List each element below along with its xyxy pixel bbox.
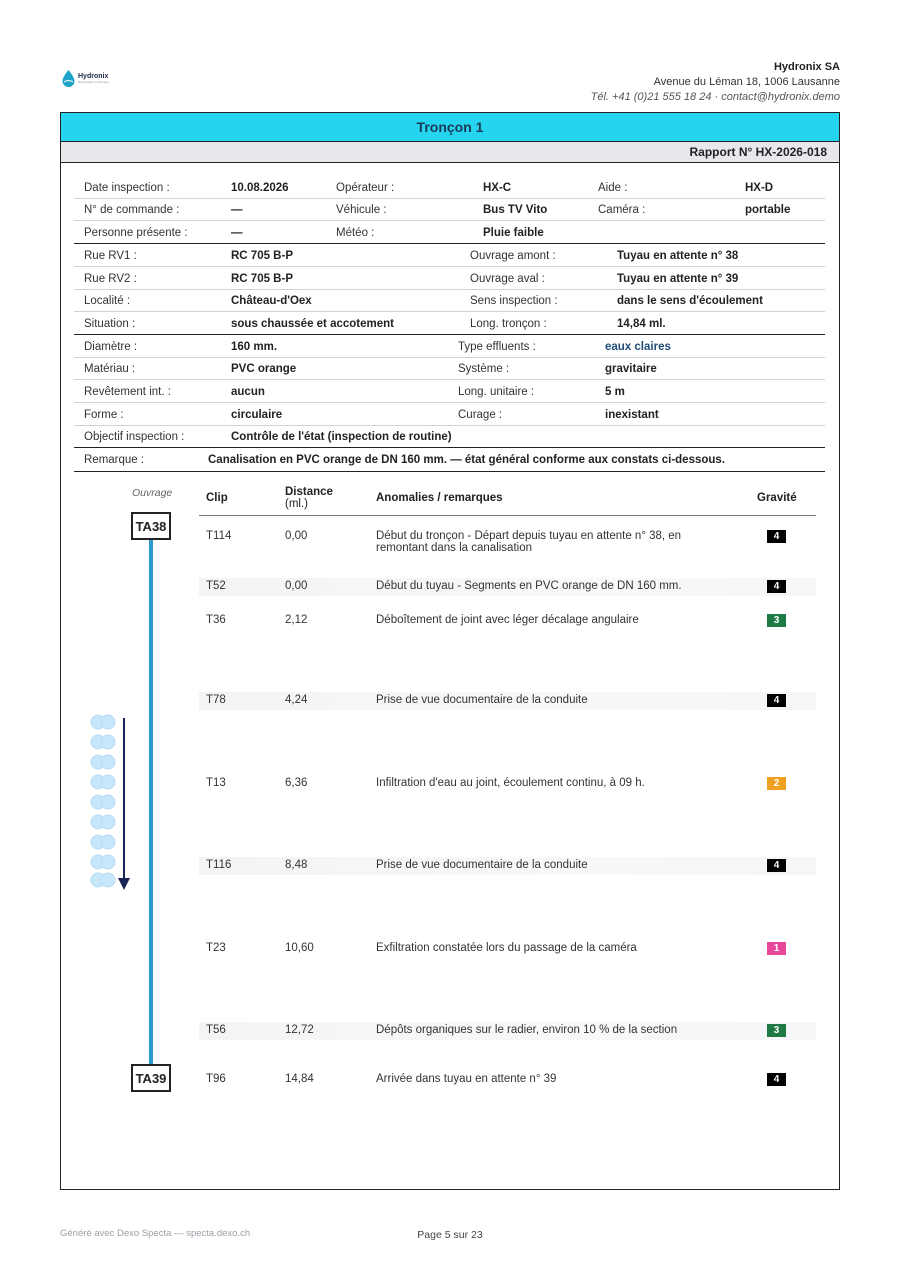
info-row	[74, 404, 825, 426]
info-value: Château-d'Oex	[231, 295, 312, 307]
info-label: Type effluents :	[458, 341, 536, 353]
clip-cell: T116	[206, 859, 232, 871]
info-label: Revêtement int. :	[84, 386, 171, 398]
info-label: Aide :	[598, 182, 628, 194]
info-row	[74, 426, 825, 448]
info-value: 14,84 ml.	[617, 318, 666, 330]
distance-cell: 12,72	[285, 1024, 314, 1036]
info-label: Personne présente :	[84, 227, 188, 239]
info-label: Météo :	[336, 227, 375, 239]
water-drop-icon	[62, 70, 75, 87]
report-number: Rapport N° HX-2026-018	[689, 145, 827, 159]
info-label: Opérateur :	[336, 182, 395, 194]
clip-cell: T13	[206, 777, 226, 789]
info-value: aucun	[231, 386, 265, 398]
pipe-line	[149, 540, 153, 1064]
table-row	[199, 1022, 816, 1040]
info-value: Tuyau en attente n° 38	[617, 250, 739, 262]
gravity-badge: 4	[767, 859, 786, 872]
info-row	[74, 177, 825, 199]
node-start: TA38	[131, 512, 171, 540]
info-label: Date inspection :	[84, 182, 170, 194]
col-header-gravite: Gravité	[757, 492, 797, 504]
distance-cell: 14,84	[285, 1073, 314, 1085]
anomaly-cell: Prise de vue documentaire de la conduite	[376, 859, 588, 871]
report-number-bar	[61, 142, 839, 163]
info-row	[74, 199, 825, 221]
gravity-badge: 3	[767, 1024, 786, 1037]
info-value: —	[231, 227, 243, 239]
info-label: Véhicule :	[336, 204, 387, 216]
info-value: Bus TV Vito	[483, 204, 548, 216]
info-row	[74, 381, 825, 403]
anomaly-cell: Exfiltration constatée lors du passage de la caméra	[376, 942, 637, 954]
info-value: portable	[745, 204, 791, 216]
col-header-clip: Clip	[206, 492, 228, 504]
distance-cell: 4,24	[285, 694, 308, 706]
clip-cell: T52	[206, 580, 226, 592]
footer-generated: Généré avec Dexo Specta — specta.dexo.ch	[60, 1228, 251, 1239]
table-row	[199, 775, 816, 793]
clip-cell: T114	[206, 530, 232, 542]
info-value: dans le sens d'écoulement	[617, 295, 763, 307]
company-name: Hydronix SA	[773, 61, 840, 73]
info-label: Long. tronçon :	[470, 318, 547, 330]
info-value: gravitaire	[605, 363, 657, 375]
anomaly-cell: Déboîtement de joint avec léger décalage angulaire	[376, 614, 639, 626]
table-row	[199, 578, 816, 596]
clip-cell: T23	[206, 942, 226, 954]
info-row	[74, 245, 825, 267]
table-row	[199, 1071, 816, 1089]
col-header-distance	[285, 486, 333, 510]
info-value: 10.08.2026	[231, 182, 289, 194]
gravity-badge: 4	[767, 694, 786, 707]
info-value: circulaire	[231, 409, 283, 421]
info-label: Remarque :	[84, 454, 145, 466]
ouvrage-label: Ouvrage	[132, 487, 173, 499]
info-row	[74, 336, 825, 358]
info-label: Sens inspection :	[470, 295, 558, 307]
gravity-badge: 4	[767, 580, 786, 593]
anomaly-cell: Début du tronçon - Départ depuis tuyau en attente n° 38, en remontant dans la canalisation	[376, 530, 682, 554]
remark-row	[74, 449, 825, 472]
gravity-badge: 3	[767, 614, 786, 627]
info-label: Rue RV1 :	[84, 250, 137, 262]
gravity-badge: 1	[767, 942, 786, 955]
anomaly-cell: Prise de vue documentaire de la conduite	[376, 694, 588, 706]
clip-cell: T78	[206, 694, 226, 706]
gravity-badge: 4	[767, 530, 786, 543]
logo-text: Hydronix	[78, 73, 109, 80]
info-row	[74, 358, 825, 380]
info-value: PVC orange	[231, 363, 297, 375]
distance-cell: 2,12	[285, 614, 308, 626]
col-distance-unit: (ml.)	[285, 498, 308, 510]
clip-cell: T36	[206, 614, 226, 626]
table-row	[199, 940, 816, 958]
info-value: Tuyau en attente n° 39	[617, 273, 739, 285]
section-title: Tronçon 1	[61, 113, 839, 142]
table-row	[199, 528, 816, 554]
info-value: —	[231, 204, 243, 216]
company-contact: Tél. +41 (0)21 555 18 24 · contact@hydronix.demo	[590, 91, 840, 103]
table-row	[199, 692, 816, 710]
flow-direction-arrow-icon	[116, 716, 132, 892]
node-end: TA39	[131, 1064, 171, 1092]
distance-cell: 0,00	[285, 580, 308, 592]
footer-page-number: Page 5 sur 23	[417, 1229, 483, 1241]
info-label: Matériau :	[84, 363, 136, 375]
info-row	[74, 313, 825, 335]
info-row	[74, 268, 825, 290]
distance-cell: 8,48	[285, 859, 308, 871]
info-row	[74, 222, 825, 244]
info-value: HX-C	[483, 182, 512, 194]
info-value: sous chaussée et accotement	[231, 318, 394, 330]
col-distance-label: Distance	[285, 486, 333, 498]
info-label: Système :	[458, 363, 510, 375]
header-divider	[199, 515, 816, 516]
info-value: eaux claires	[605, 341, 671, 353]
anomaly-cell: Arrivée dans tuyau en attente n° 39	[376, 1073, 557, 1085]
info-label: Ouvrage aval :	[470, 273, 545, 285]
info-value: 5 m	[605, 386, 625, 398]
distance-cell: 10,60	[285, 942, 314, 954]
info-label: Curage :	[458, 409, 503, 421]
info-label: Objectif inspection :	[84, 431, 185, 443]
anomaly-cell: Dépôts organiques sur le radier, environ 10 % de la section	[376, 1024, 678, 1036]
info-value: HX-D	[745, 182, 774, 194]
info-label: Forme :	[84, 409, 124, 421]
col-header-anomalies: Anomalies / remarques	[376, 492, 503, 504]
info-label: Localité :	[84, 295, 131, 307]
table-row	[199, 857, 816, 875]
info-label: Situation :	[84, 318, 136, 330]
info-value: RC 705 B-P	[231, 273, 293, 285]
info-value: Pluie faible	[483, 227, 544, 239]
gravity-badge: 4	[767, 1073, 786, 1086]
info-label: Long. unitaire :	[458, 386, 535, 398]
info-value: RC 705 B-P	[231, 250, 293, 262]
info-label: Ouvrage amont :	[470, 250, 556, 262]
company-address: Avenue du Léman 18, 1006 Lausanne	[653, 76, 840, 88]
distance-cell: 0,00	[285, 530, 308, 542]
company-block	[591, 60, 840, 105]
clip-cell: T96	[206, 1073, 226, 1085]
company-logo	[62, 70, 109, 87]
clip-cell: T56	[206, 1024, 226, 1036]
info-value: inexistant	[605, 409, 659, 421]
table-row	[199, 612, 816, 630]
anomaly-cell: Infiltration d'eau au joint, écoulement continu, à 09 h.	[376, 777, 645, 789]
gravity-badge: 2	[767, 777, 786, 790]
distance-cell: 6,36	[285, 777, 308, 789]
info-label: Diamètre :	[84, 341, 138, 353]
info-label: Rue RV2 :	[84, 273, 137, 285]
info-value: 160 mm.	[231, 341, 278, 353]
info-label: N° de commande :	[84, 204, 180, 216]
remark-text: Canalisation en PVC orange de DN 160 mm. — état général conforme aux constats ci-dessous.	[208, 454, 726, 466]
info-row	[74, 290, 825, 312]
info-value: Contrôle de l'état (inspection de routine)	[231, 431, 452, 443]
anomaly-cell: Début du tuyau - Segments en PVC orange de DN 160 mm.	[376, 580, 682, 592]
logo-subtext: Hydraulique & Services	[78, 80, 110, 84]
info-label: Caméra :	[598, 204, 646, 216]
